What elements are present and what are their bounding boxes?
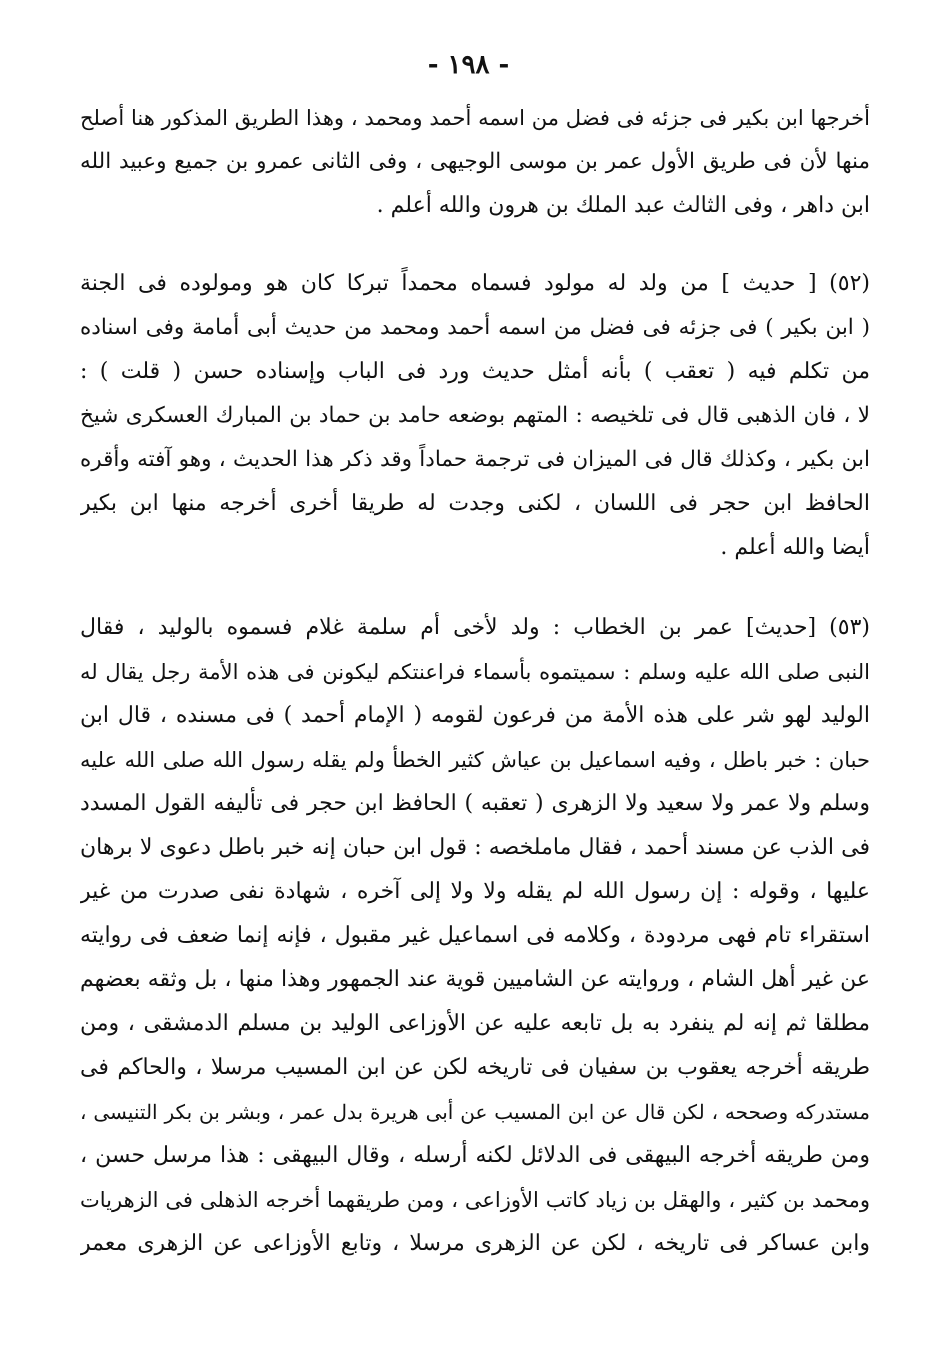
text-line: عليها ، وقوله : إن رسول الله لم يقله ولا ولا إلى آخره ، شهادة نفى صدرت من غير: [80, 879, 870, 904]
text-line: من تكلم فيه ( تعقب ) بأنه أمثل حديث ورد فى الباب وإسناده حسن ( قلت ) :: [80, 359, 870, 384]
text-line: النبى صلى الله عليه وسلم : سميتموه بأسماء فراعنتكم ليكونن فى هذه الأمة رجل يقال له: [80, 660, 870, 684]
text-line: ابن بكير ، وكذلك قال فى الميزان فى ترجمة حماداً وقد ذكر هذا الحديث ، وهو آفته وأقره: [80, 447, 870, 472]
paragraph-intro: [80, 96, 870, 228]
text-line: أيضا والله أعلم .: [720, 535, 870, 560]
text-line: وابن عساكر فى تاريخه ، لكن عن الزهرى مرسلا ، وتابع الأوزاعى عن الزهرى معمر: [80, 1231, 870, 1256]
text-line: ومحمد بن كثير ، والهقل بن زياد كاتب الأوزاعى ، ومن طريقهما أخرجه الذهلى فى الزهريات: [80, 1188, 870, 1212]
text-line: استقراء تام فهى مردودة ، وكلامه فى اسماعيل غير مقبول ، فإنه إنما ضعف فى روايته: [80, 923, 870, 948]
paragraph-hadith-52: [80, 262, 870, 570]
text-line: وسلم ولا عمر ولا سعيد ولا الزهرى ( تعقبه ) الحافظ ابن حجر فى تأليفه القول المسدد: [80, 791, 870, 816]
text-line: فى الذب عن مسند أحمد ، فقال ماملخصه : قول ابن حبان إنه خبر باطل دعوى لا برهان: [80, 835, 870, 860]
text-line: حبان : خبر باطل ، وفيه اسماعيل بن عياش كثير الخطأ ولم يقله رسول الله صلى الله عليه: [80, 748, 870, 772]
text-line: ومن طريقه أخرجه البيهقى فى الدلائل لكنه أرسله ، وقال البيهقى : هذا مرسل حسن ،: [80, 1143, 870, 1168]
text-line: (٥٣) [حديث] عمر بن الخطاب : ولد لأخى أم سلمة غلام فسموه بالوليد ، فقال: [80, 615, 870, 640]
text-line: طريقه أخرجه يعقوب بن سفيان فى تاريخه لكن عن ابن المسيب مرسلا ، والحاكم فى: [80, 1055, 870, 1080]
paragraph-hadith-53: [80, 606, 870, 1266]
text-line: (٥٢) [ حديث ] من ولد له مولود فسماه محمداً تبركا كان هو ومولوده فى الجنة: [80, 271, 870, 296]
text-line: مطلقا ثم إنه لم ينفرد به بل تابعه عليه عن الأوزاعى الوليد بن مسلم الدمشقى ، ومن: [80, 1011, 870, 1036]
page-number: - ١٩٨ -: [427, 50, 510, 80]
text-line: منها لأن فى طريق الأول عمر بن موسى الوجيهى ، وفى الثانى عمرو بن جميع وعبيد الله: [80, 149, 870, 174]
text-line: عن غير أهل الشام ، وروايته عن الشاميين قوية عند الجمهور وهذا منها ، بل وثقه بعضهم: [80, 967, 870, 992]
text-line: لا ، فان الذهبى قال فى تلخيصه : المتهم بوضعه حامد بن حماد بن المبارك العسكرى شيخ: [80, 403, 870, 428]
text-line: أخرجها ابن بكير فى جزئه فى فضل من اسمه أحمد ومحمد ، وهذا الطريق المذكور هنا أصلح: [80, 106, 870, 130]
text-line: الحافظ ابن حجر فى اللسان ، لكنى وجدت له طريقا أخرى أخرجه منها ابن بكير: [80, 491, 870, 516]
text-line: الوليد لهو شر على هذه الأمة من فرعون لقومه ( الإمام أحمد ) فى مسنده ، قال ابن: [80, 703, 870, 728]
text-line: مستدركه وصححه ، لكن قال عن ابن المسيب عن أبى هريرة بدل عمر ، وبشر بن بكر التنيسى ،: [80, 1100, 870, 1124]
text-line: ابن داهر ، وفى الثالث عبد الملك بن هرون والله أعلم .: [376, 193, 870, 218]
text-line: ( ابن بكير ) فى جزئه فى فضل من اسمه أحمد ومحمد من حديث أبى أمامة وفى اسناده: [80, 315, 870, 340]
